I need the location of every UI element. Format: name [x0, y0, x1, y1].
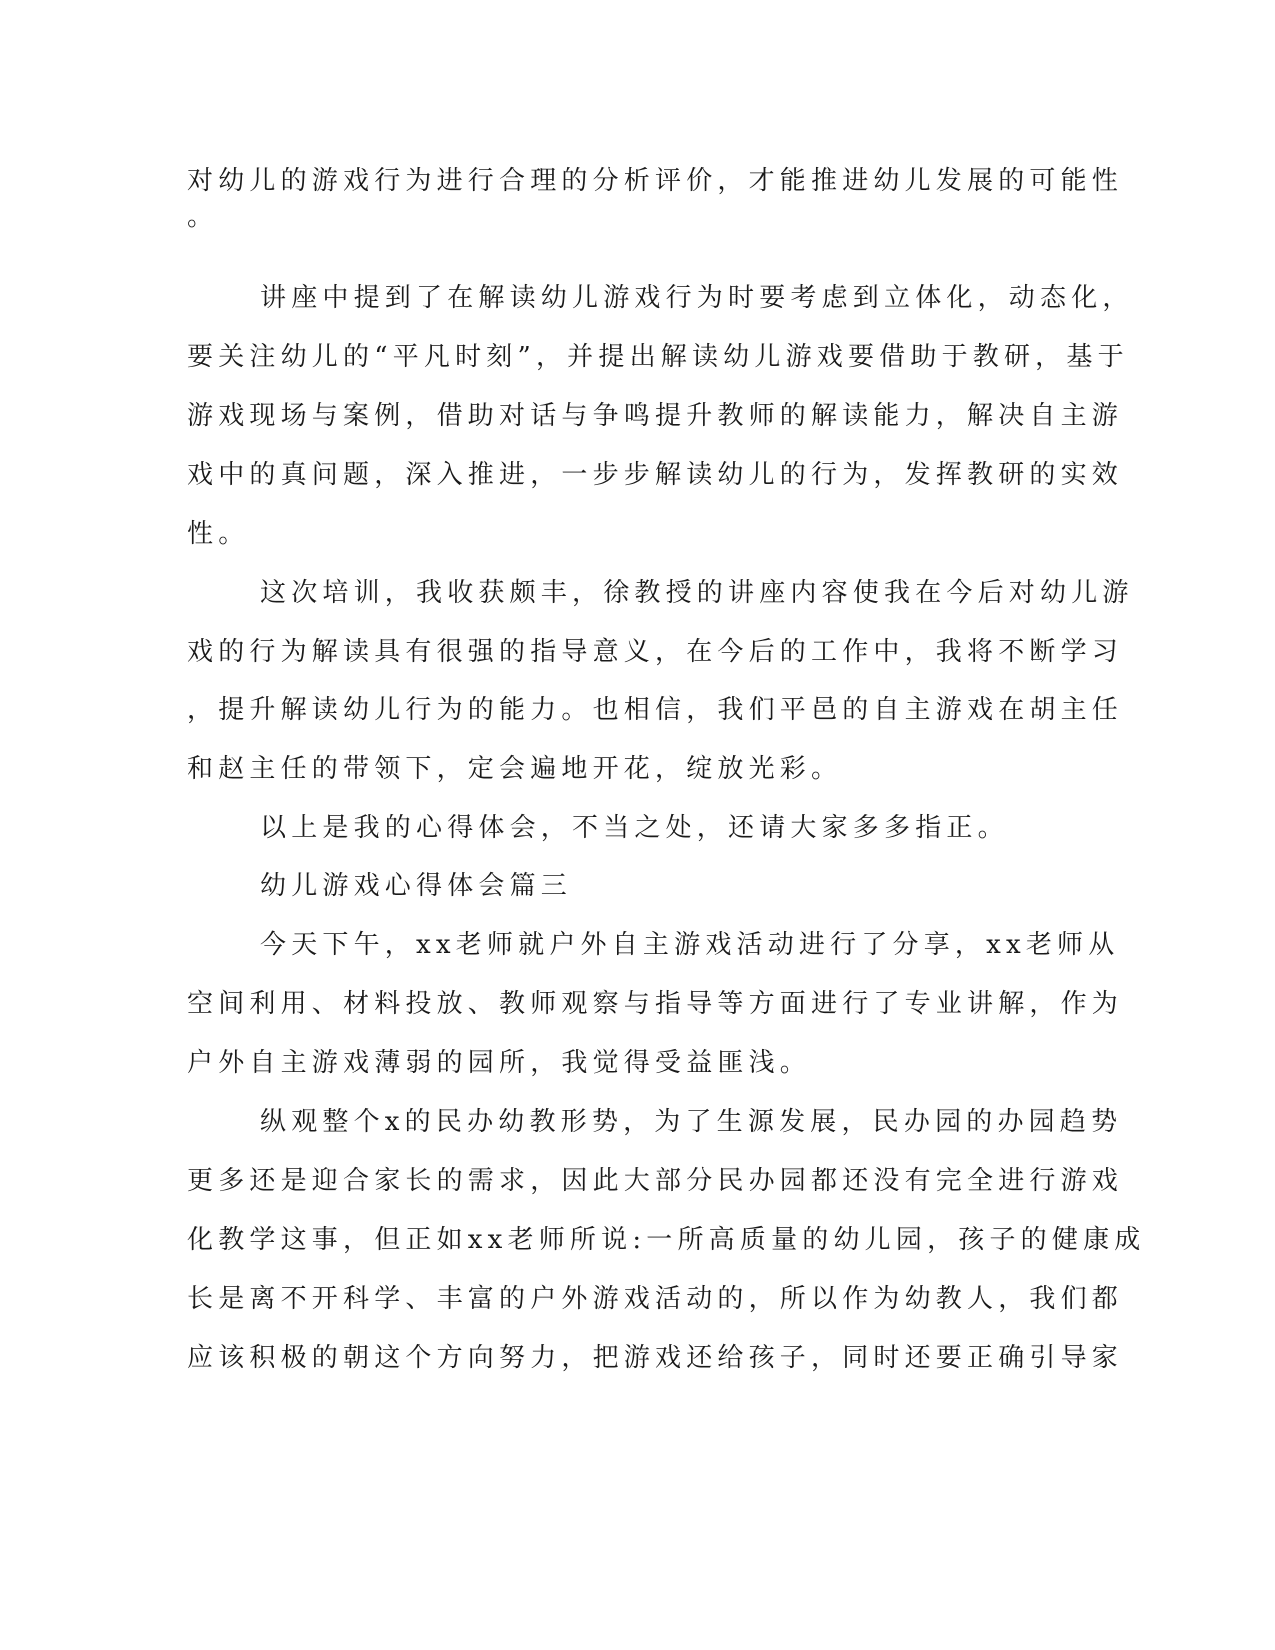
paragraph-start: 今天下午，xx老师就户外自主游戏活动进行了分享，xx老师从: [260, 930, 1120, 960]
text-line: 户外自主游戏薄弱的园所，我觉得受益匪浅。: [187, 1048, 812, 1078]
text-line: 对幼儿的游戏行为进行合理的分析评价，才能推进幼儿发展的可能性: [187, 166, 1124, 196]
text-line: 化教学这事，但正如xx老师所说:一所高质量的幼儿园，孩子的健康成: [187, 1225, 1146, 1255]
paragraph-start: 这次培训，我收获颇丰，徐教授的讲座内容使我在今后对幼儿游: [260, 578, 1134, 608]
text-line: 要关注幼儿的“平凡时刻”，并提出解读幼儿游戏要借助于教研，基于: [187, 342, 1129, 372]
text-line: 更多还是迎合家长的需求，因此大部分民办园都还没有完全进行游戏: [187, 1166, 1124, 1196]
text-line: 戏的行为解读具有很强的指导意义，在今后的工作中，我将不断学习: [187, 637, 1124, 667]
text-line: 长是离不开科学、丰富的户外游戏活动的，所以作为幼教人，我们都: [187, 1284, 1124, 1314]
paragraph-start: 以上是我的心得体会，不当之处，还请大家多多指正。: [260, 813, 1009, 843]
text-line: 性。: [187, 519, 250, 549]
paragraph-start: 纵观整个x的民办幼教形势，为了生源发展，民办园的办园趋势: [260, 1107, 1123, 1137]
text-line: 应该积极的朝这个方向努力，把游戏还给孩子，同时还要正确引导家: [187, 1343, 1124, 1373]
text-line: 戏中的真问题，深入推进，一步步解读幼儿的行为，发挥教研的实效: [187, 460, 1124, 490]
text-line: 游戏现场与案例，借助对话与争鸣提升教师的解读能力，解决自主游: [187, 401, 1124, 431]
text-line: ，提升解读幼儿行为的能力。也相信，我们平邑的自主游戏在胡主任: [187, 695, 1124, 725]
paragraph-start: 讲座中提到了在解读幼儿游戏行为时要考虑到立体化，动态化，: [260, 283, 1134, 313]
text-line: 。: [187, 202, 219, 232]
text-line: 空间利用、材料投放、教师观察与指导等方面进行了专业讲解，作为: [187, 989, 1124, 1019]
section-heading: 幼儿游戏心得体会篇三: [260, 871, 573, 901]
text-line: 和赵主任的带领下，定会遍地开花，绽放光彩。: [187, 754, 843, 784]
